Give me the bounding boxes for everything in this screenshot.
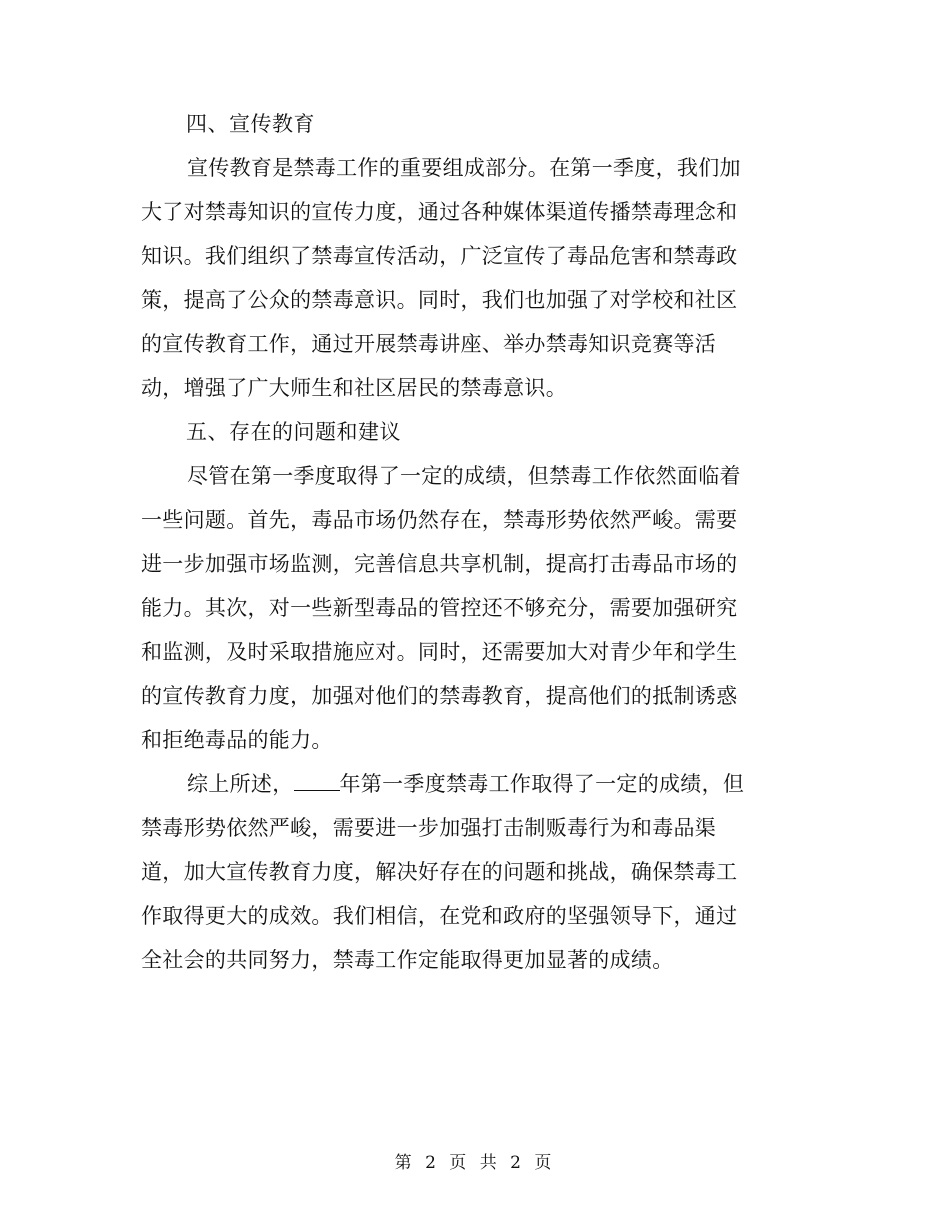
- paragraph-line: 宣传教育是禁毒工作的重要组成部分。在第一季度，我们加: [187, 156, 741, 180]
- paragraph-line: 能力。其次，对一些新型毒品的管控还不够充分，需要加强研究: [141, 596, 738, 620]
- paragraph-line: 作取得更大的成效。我们相信，在党和政府的坚强领导下，通过: [141, 904, 738, 928]
- paragraph-line: 和拒绝毒品的能力。: [141, 728, 333, 752]
- paragraph-problems: [141, 454, 813, 762]
- paragraph-line: 进一步加强市场监测，完善信息共享机制，提高打击毒品市场的: [141, 552, 738, 576]
- paragraph-line: 动，增强了广大师生和社区居民的禁毒意识。: [141, 376, 567, 400]
- document-body: [141, 102, 813, 982]
- section-heading-publicity: 四、宣传教育: [186, 112, 315, 136]
- conclusion-after-blank: 年第一季度禁毒工作取得了一定的成绩，但: [339, 772, 745, 796]
- page-number-footer: 第 2 页 共 2 页: [394, 1153, 556, 1173]
- paragraph-line: 和监测，及时采取措施应对。同时，还需要加大对青少年和学生: [141, 640, 738, 664]
- paragraph-line: 全社会的共同努力，禁毒工作定能取得更加显著的成绩。: [141, 948, 674, 972]
- paragraph-line: 尽管在第一季度取得了一定的成绩，但禁毒工作依然面临着: [187, 464, 741, 488]
- conclusion-lead: 综上所述，: [187, 772, 294, 796]
- paragraph-line: [141, 762, 813, 806]
- paragraph-line: 大了对禁毒知识的宣传力度，通过各种媒体渠道传播禁毒理念和: [141, 200, 738, 224]
- paragraph-line: 的宣传教育力度，加强对他们的禁毒教育，提高他们的抵制诱惑: [141, 684, 738, 708]
- paragraph-line: 策，提高了公众的禁毒意识。同时，我们也加强了对学校和社区: [141, 288, 738, 312]
- paragraph-publicity: [141, 146, 813, 410]
- paragraph-conclusion: [141, 762, 813, 982]
- paragraph-line: 一些问题。首先，毒品市场仍然存在，禁毒形势依然严峻。需要: [141, 508, 738, 532]
- paragraph-line: 道，加大宣传教育力度，解决好存在的问题和挑战，确保禁毒工: [141, 860, 738, 884]
- paragraph-line: 禁毒形势依然严峻，需要进一步加强打击制贩毒行为和毒品渠: [141, 816, 717, 840]
- paragraph-line: 知识。我们组织了禁毒宣传活动，广泛宣传了毒品危害和禁毒政: [141, 244, 738, 268]
- section-heading-problems: 五、存在的问题和建议: [186, 420, 401, 444]
- paragraph-line: 的宣传教育工作，通过开展禁毒讲座、举办禁毒知识竞赛等活: [141, 332, 717, 356]
- year-blank: [294, 772, 340, 791]
